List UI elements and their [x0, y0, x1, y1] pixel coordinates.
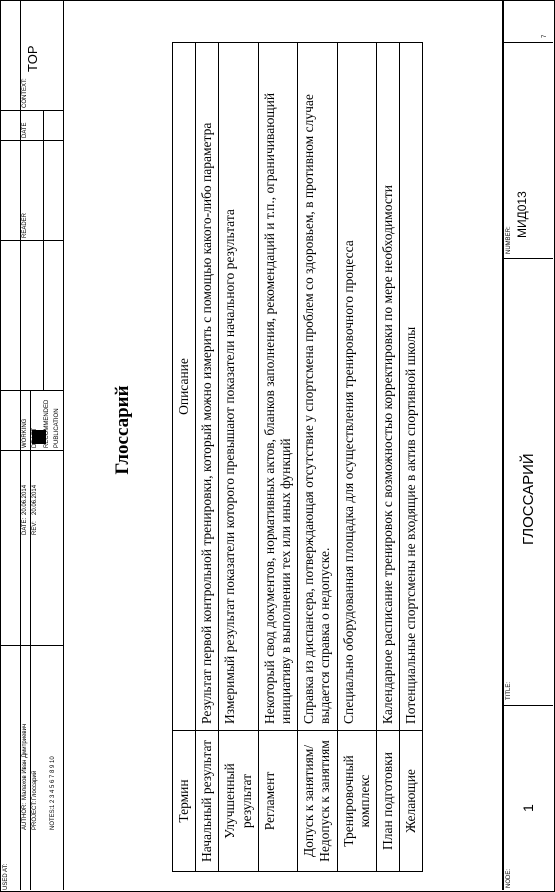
term-cell: Улучшенный результат: [219, 731, 258, 872]
rev-value: 20.06.2014: [32, 484, 38, 515]
term-cell: Начальный результат: [196, 731, 219, 872]
term-cell: Допуск к занятиям/ Недопуск к занятиям: [298, 731, 337, 872]
title-label: TITLE:: [506, 681, 512, 700]
table-row: [219, 43, 258, 872]
term-cell: Тренировочный комплекс: [337, 731, 376, 872]
status-recommended: RECOMMENDED: [44, 399, 50, 448]
description-cell: Измеримый результат показатели которого превышают показатели начального результата: [219, 43, 258, 731]
glossary-table: [172, 42, 423, 872]
term-cell: План подготовки: [376, 731, 399, 872]
header-divider: [20, 1, 21, 890]
header-divider: [1, 645, 63, 646]
term-cell: Желающие: [400, 731, 423, 872]
project-label: PROJECT:: [32, 800, 38, 830]
table-row: [400, 43, 423, 872]
glossary-table-body: [196, 43, 423, 872]
table-row: [258, 43, 297, 872]
author-label: AUTHOR:: [22, 803, 28, 830]
context-value: TOP: [25, 45, 40, 72]
title-value: ГЛОССАРИЙ: [520, 453, 537, 545]
document-title: Глоссарий: [112, 385, 133, 475]
table-header-row: [173, 43, 196, 872]
project-name: Глоссарий: [32, 770, 38, 800]
notes-label: NOTES:: [50, 807, 56, 830]
status-publication: PUBLICATION: [54, 408, 60, 448]
number-value: МИД013: [515, 191, 529, 238]
status-working: WORKING: [22, 418, 28, 448]
description-cell: Специально оборудованная площадка для осуществления тренировочного процесса: [337, 43, 376, 731]
description-cell: Некоторый свод документов, нормативных актов, бланков заполнения, рекомендаций и т.п., ограничивающий инициативу в выполнении тех или иных функций: [258, 43, 297, 731]
header-divider: [1, 240, 63, 241]
header-divider: [1, 390, 63, 391]
column-description-header: Описание: [173, 43, 196, 731]
table-row: [376, 43, 399, 872]
author-name: Малахов Иван Дмитриевич: [22, 723, 28, 800]
description-cell: Справка из диспансера, потверждающая отсутствие у спортсмена проблем со здоровьем, в противном случае выдается справка о недопуске.: [298, 43, 337, 731]
context-label: CONTEXT:: [22, 78, 28, 108]
date-label: DATE:: [22, 517, 28, 535]
header-divider: [43, 110, 44, 390]
header-divider: [30, 390, 31, 890]
description-cell: Результат первой контрольной тренировки, который можно измерить с помощью какого-либо параметра: [196, 43, 219, 731]
used-at-label: USED AT:: [3, 863, 9, 890]
description-cell: Календарное расписание тренировок с возможностью корректировки по мере необходимости: [376, 43, 399, 731]
column-term-header: Термин: [173, 731, 196, 872]
document-content: [112, 10, 442, 880]
table-row: [196, 43, 219, 872]
rev-label: REV:: [32, 521, 38, 535]
term-cell: Регламент: [258, 731, 297, 872]
header-divider: [1, 450, 63, 451]
notes-numbers: 1 2 3 4 5 6 7 8 9 10: [50, 756, 56, 808]
footer-divider: [502, 258, 553, 259]
table-row: [337, 43, 376, 872]
header-divider: [1, 110, 63, 111]
node-value: 1: [520, 804, 536, 812]
date-value: 20.06.2014: [22, 484, 28, 515]
header-divider: [1, 140, 63, 141]
node-label: NODE:: [506, 868, 512, 888]
description-cell: Потенциальные спортсмены не входящие в актив спортивной школы: [400, 43, 423, 731]
footer-divider: [502, 705, 553, 706]
footer-divider: [502, 42, 553, 43]
footer-divider: [502, 1, 503, 890]
table-row: [298, 43, 337, 872]
page-number: 7: [542, 34, 548, 38]
number-label: NUMBER:: [506, 226, 512, 254]
reader-label: READER: [22, 212, 28, 238]
date-column-label: DATE: [22, 122, 28, 138]
